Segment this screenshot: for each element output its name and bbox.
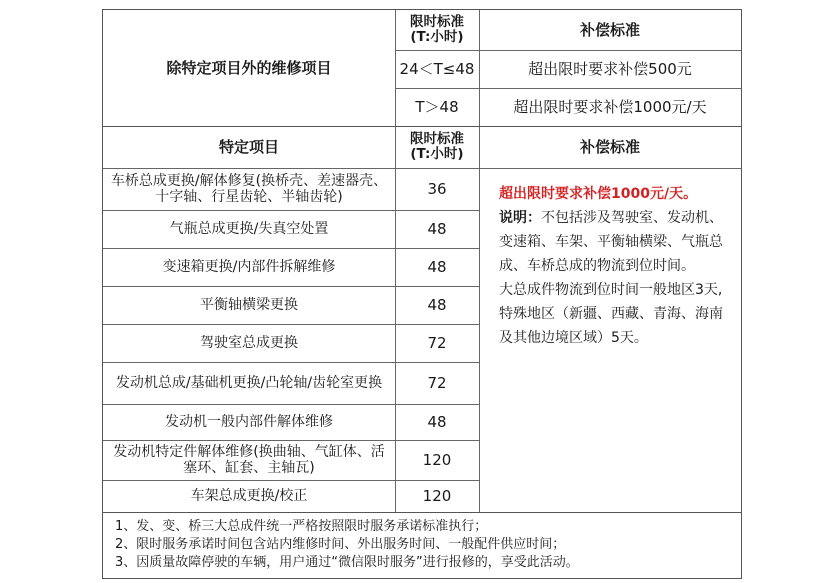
grid-line <box>103 480 479 481</box>
item-row-4-name: 平衡轴横梁更换 <box>200 297 298 313</box>
item-row-3-time: 48 <box>427 257 447 276</box>
grid-line <box>479 10 480 512</box>
note-text: 不包括涉及驾驶室、发动机、变速箱、车架、平衡轴横梁、气瓶总成、车桥总成的物流到位时间。 <box>499 210 723 274</box>
item-row-1-time: 36 <box>427 179 447 198</box>
grid-line <box>103 126 741 127</box>
item-row-4-time: 48 <box>427 295 447 314</box>
compensation-highlight: 超出限时要求补偿1000元/天。 <box>499 186 698 202</box>
specific-comp-header: 补偿标准 <box>579 137 640 156</box>
grid-line <box>103 168 741 169</box>
grid-line <box>395 88 741 89</box>
footnote-2: 2、限时服务承诺时间包含站内维修时间、外出服务时间、一般配件供应时间； <box>115 537 566 552</box>
item-row-6-name: 发动机总成/基础机更换/凸轮轴/齿轮室更换 <box>115 375 383 391</box>
top-time-header: 限时标准 (T:小时) <box>410 14 464 45</box>
top-row-2-time: T＞48 <box>415 97 459 116</box>
warranty-service-table <box>102 9 742 579</box>
grid-line <box>103 362 479 363</box>
specific-time-header: 限时标准 (T:小时) <box>410 131 464 162</box>
grid-line <box>103 512 741 513</box>
item-row-8-name: 发动机特定件解体维修(换曲轴、气缸体、活塞环、缸套、主轴瓦) <box>113 444 385 476</box>
item-row-5-name: 驾驶室总成更换 <box>200 335 298 351</box>
note-label: 说明： <box>499 210 541 226</box>
item-row-7-time: 48 <box>427 412 447 431</box>
item-row-3-name: 变速箱更换/内部件拆解维修 <box>162 259 336 275</box>
top-row-1-time: 24＜T≤48 <box>399 59 475 78</box>
grid-line <box>395 50 741 51</box>
logistics-note: 大总成件物流到位时间一般地区3天, 特殊地区（新疆、西藏、青海、海南及其他边境区域）5天。 <box>499 282 723 346</box>
item-row-1-name: 车桥总成更换/解体修复(换桥壳、差速器壳、十字轴、行星齿轮、半轴齿轮) <box>110 173 388 205</box>
grid-line <box>103 248 479 249</box>
grid-line <box>103 324 479 325</box>
top-comp-header: 补偿标准 <box>579 20 640 39</box>
footnotes <box>115 518 735 572</box>
item-row-5-time: 72 <box>427 333 447 352</box>
item-row-2-time: 48 <box>427 219 447 238</box>
item-row-7-name: 发动机一般内部件解体维修 <box>165 414 333 430</box>
grid-line <box>395 10 396 512</box>
grid-line <box>103 286 479 287</box>
item-row-9-time: 120 <box>422 486 452 505</box>
grid-line <box>103 440 479 441</box>
top-row-1-comp: 超出限时要求补偿500元 <box>528 59 692 78</box>
item-row-9-name: 车架总成更换/校正 <box>190 488 308 504</box>
grid-line <box>103 404 479 405</box>
grid-line <box>103 210 479 211</box>
footnote-3: 3、因质量故障停驶的车辆，用户通过“微信限时服务”进行报修的，享受此活动。 <box>115 555 579 570</box>
item-row-2-name: 气瓶总成更换/失真空处置 <box>169 221 329 237</box>
compensation-note <box>499 206 735 278</box>
top-row-2-comp: 超出限时要求补偿1000元/天 <box>513 97 707 116</box>
specific-item-header: 特定项目 <box>218 137 279 156</box>
general-items-label: 除特定项目外的维修项目 <box>166 58 332 77</box>
item-row-6-time: 72 <box>427 373 447 392</box>
specific-compensation-text <box>499 182 735 350</box>
item-row-8-time: 120 <box>422 450 452 469</box>
footnote-1: 1、发、变、桥三大总成件统一严格按照限时服务承诺标准执行； <box>115 519 488 534</box>
